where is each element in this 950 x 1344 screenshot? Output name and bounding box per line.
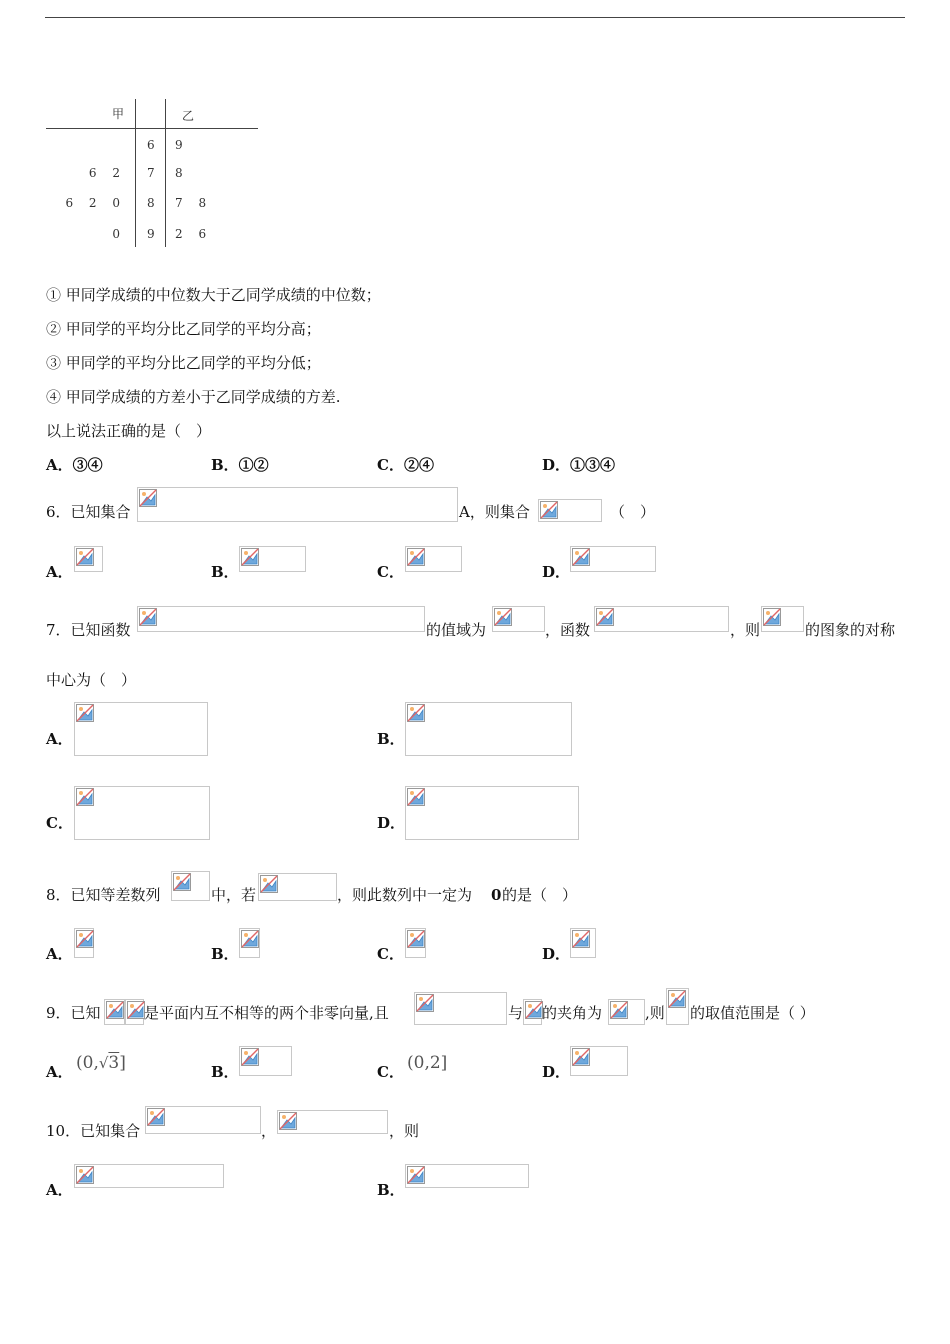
stem-leaf-hline xyxy=(46,128,258,129)
q8-formula-image xyxy=(171,871,210,901)
q9-text-6: 的取值范围是（ ） xyxy=(690,1004,815,1022)
q6-option-d-label[interactable]: D． xyxy=(542,563,571,581)
statement-2: ② 甲同学的平均分比乙同学的平均分高； xyxy=(46,320,321,338)
q7-formula-image-4 xyxy=(761,606,804,632)
q7-text-5: 的图象的对称 xyxy=(805,621,896,639)
leaf-right-2: 7 8 xyxy=(175,196,213,210)
leaf-left-2: 6 2 0 xyxy=(65,196,126,210)
broken-image-icon xyxy=(127,1001,145,1019)
q7-formula-image-3 xyxy=(594,606,729,632)
q10-option-a-label[interactable]: A． xyxy=(46,1181,73,1199)
stem-leaf-head-right: 乙 xyxy=(182,109,195,123)
q5-option-b[interactable]: B．①② xyxy=(211,456,269,474)
q10-formula-image-2 xyxy=(277,1110,388,1134)
broken-image-icon xyxy=(76,548,94,566)
broken-image-icon xyxy=(668,990,686,1008)
broken-image-icon xyxy=(407,788,425,806)
q10-text-2: ， xyxy=(261,1122,277,1140)
q8-text-1: 8．已知等差数列 xyxy=(46,886,161,904)
q7-text-3: ，函数 xyxy=(545,621,591,639)
q9-option-c-math[interactable]: (0,2] xyxy=(407,1053,448,1073)
q10-option-b-image[interactable] xyxy=(405,1164,529,1188)
q6-option-a-label[interactable]: A． xyxy=(46,563,73,581)
q7-formula-image-2 xyxy=(492,606,545,632)
broken-image-icon xyxy=(572,1048,590,1066)
stem-leaf-vline-left xyxy=(135,99,136,247)
q8-text-2: 中，若 xyxy=(211,886,257,904)
q8-formula-image-2 xyxy=(258,873,337,901)
broken-image-icon xyxy=(494,608,512,626)
q7-option-c-image[interactable] xyxy=(74,786,210,840)
q6-formula-image xyxy=(137,487,458,522)
q9-option-d-label[interactable]: D． xyxy=(542,1063,571,1081)
q10-option-a-image[interactable] xyxy=(74,1164,224,1188)
q7-option-b-image[interactable] xyxy=(405,702,572,756)
q9-text-4: 的夹角为 xyxy=(542,1004,603,1022)
broken-image-icon xyxy=(407,548,425,566)
broken-image-icon xyxy=(279,1112,297,1130)
q6-option-a-image[interactable] xyxy=(74,546,103,572)
stem-leaf-head-left: 甲 xyxy=(112,107,125,121)
q9-option-c-label[interactable]: C． xyxy=(377,1063,404,1081)
q9-formula-image-3 xyxy=(608,999,645,1025)
header-rule xyxy=(45,17,905,18)
stem-1: 7 xyxy=(147,166,155,180)
q9-formula-image-2 xyxy=(523,999,542,1025)
broken-image-icon xyxy=(139,608,157,626)
q5-ask: 以上说法正确的是（ ） xyxy=(46,422,212,440)
broken-image-icon xyxy=(260,875,278,893)
broken-image-icon xyxy=(241,1048,259,1066)
q5-option-c[interactable]: C．②④ xyxy=(377,456,434,474)
broken-image-icon xyxy=(763,608,781,626)
broken-image-icon xyxy=(76,930,94,948)
stem-leaf-vline-right xyxy=(165,99,166,247)
leaf-right-1: 8 xyxy=(175,166,189,180)
q9-option-a-label[interactable]: A． xyxy=(46,1063,73,1081)
broken-image-icon xyxy=(596,608,614,626)
q6-option-b-image[interactable] xyxy=(239,546,306,572)
leaf-right-3: 2 6 xyxy=(175,227,213,241)
q8-option-b-image[interactable] xyxy=(239,928,260,958)
q9-vector-b-image xyxy=(125,999,144,1025)
broken-image-icon xyxy=(241,548,259,566)
broken-image-icon xyxy=(241,930,259,948)
broken-image-icon xyxy=(106,1001,124,1019)
broken-image-icon xyxy=(76,704,94,722)
leaf-left-3: 0 xyxy=(112,227,126,241)
q9-formula-image xyxy=(414,992,507,1025)
q9-formula-image-4 xyxy=(666,988,689,1025)
q9-option-d-image[interactable] xyxy=(570,1046,628,1076)
broken-image-icon xyxy=(540,501,558,519)
broken-image-icon xyxy=(76,1166,94,1184)
statement-1: ① 甲同学成绩的中位数大于乙同学成绩的中位数； xyxy=(46,286,381,304)
q7-option-d-label[interactable]: D． xyxy=(377,814,406,832)
stem-3: 9 xyxy=(147,227,155,241)
q10-text-1: 10．已知集合 xyxy=(46,1122,141,1140)
q8-text-5: 的是（ ） xyxy=(502,886,578,904)
q7-option-d-image[interactable] xyxy=(405,786,579,840)
q8-option-a-label[interactable]: A． xyxy=(46,945,73,963)
statement-3: ③ 甲同学的平均分比乙同学的平均分低； xyxy=(46,354,321,372)
broken-image-icon xyxy=(416,994,434,1012)
broken-image-icon xyxy=(147,1108,165,1126)
q9-text-2: 是平面内互不相等的两个非零向量,且 xyxy=(144,1004,389,1022)
broken-image-icon xyxy=(407,930,425,948)
broken-image-icon xyxy=(139,489,157,507)
q9-text-1: 9．已知 xyxy=(46,1004,101,1022)
q7-text-2: 的值域为 xyxy=(426,621,487,639)
q8-option-c-image[interactable] xyxy=(405,928,426,958)
q7-option-a-label[interactable]: A． xyxy=(46,730,73,748)
q5-option-a[interactable]: A．③④ xyxy=(46,456,103,474)
broken-image-icon xyxy=(610,1001,628,1019)
q9-text-3: 与 xyxy=(508,1004,524,1022)
q7-option-c-label[interactable]: C． xyxy=(46,814,73,832)
q9-option-a-math[interactable]: (0,√3] xyxy=(76,1053,126,1073)
q7-text-1: 7．已知函数 xyxy=(46,621,131,639)
q8-option-d-label[interactable]: D． xyxy=(542,945,571,963)
q6-option-b-label[interactable]: B． xyxy=(211,563,239,581)
q9-text-5: ,则 xyxy=(645,1004,665,1022)
q6-text-3: （ ） xyxy=(610,503,656,521)
broken-image-icon xyxy=(407,704,425,722)
q6-option-c-label[interactable]: C． xyxy=(377,563,404,581)
q6-option-c-image[interactable] xyxy=(405,546,462,572)
broken-image-icon xyxy=(572,930,590,948)
q7-option-b-label[interactable]: B． xyxy=(377,730,405,748)
q9-option-b-label[interactable]: B． xyxy=(211,1063,239,1081)
q7-text-6: 中心为（ ） xyxy=(46,671,137,689)
q6-formula-image-2 xyxy=(538,499,602,522)
q8-option-c-label[interactable]: C． xyxy=(377,945,404,963)
broken-image-icon xyxy=(173,873,191,891)
q6-option-d-image[interactable] xyxy=(570,546,656,572)
q10-option-b-label[interactable]: B． xyxy=(377,1181,405,1199)
leaf-left-1: 6 2 xyxy=(88,166,126,180)
broken-image-icon xyxy=(525,1001,543,1019)
q10-text-3: ，则 xyxy=(389,1122,420,1140)
broken-image-icon xyxy=(407,1166,425,1184)
q10-formula-image xyxy=(145,1106,261,1134)
q8-option-b-label[interactable]: B． xyxy=(211,945,239,963)
q8-option-a-image[interactable] xyxy=(74,928,94,958)
q6-text-1: 6．已知集合 xyxy=(46,503,131,521)
broken-image-icon xyxy=(572,548,590,566)
q5-option-d[interactable]: D．①③④ xyxy=(542,456,616,474)
q7-formula-image xyxy=(137,606,425,632)
statement-4: ④ 甲同学成绩的方差小于乙同学成绩的方差. xyxy=(46,388,341,406)
q7-text-4: ，则 xyxy=(730,621,761,639)
q8-option-d-image[interactable] xyxy=(570,928,596,958)
leaf-right-0: 9 xyxy=(175,138,189,152)
stem-2: 8 xyxy=(147,196,155,210)
q8-text-zero: 0 xyxy=(491,886,502,904)
broken-image-icon xyxy=(76,788,94,806)
q8-text-3: ，则此数列中一定为 xyxy=(337,886,473,904)
stem-0: 6 xyxy=(147,138,155,152)
q7-option-a-image[interactable] xyxy=(74,702,208,756)
q9-vector-a-image xyxy=(104,999,125,1025)
q6-text-2: A，则集合 xyxy=(459,503,530,521)
q9-option-b-image[interactable] xyxy=(239,1046,292,1076)
